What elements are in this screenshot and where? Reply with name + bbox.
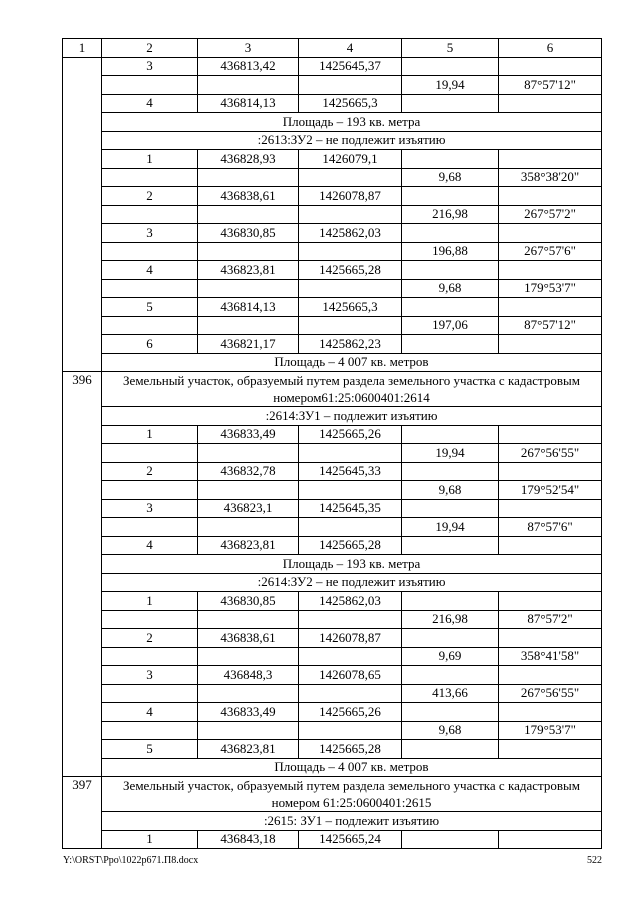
angle-cell: 267°56'55" bbox=[499, 684, 602, 703]
table-row bbox=[63, 481, 602, 500]
empty-cell bbox=[102, 168, 198, 187]
point-number-cell: 2 bbox=[102, 187, 198, 206]
empty-cell bbox=[499, 499, 602, 518]
empty-cell bbox=[402, 703, 499, 722]
coordinates-table bbox=[62, 38, 602, 849]
length-cell: 197,06 bbox=[402, 316, 499, 335]
coord-y-cell: 1425862,23 bbox=[299, 335, 402, 354]
table-row bbox=[63, 518, 602, 537]
coord-x-cell: 436828,93 bbox=[198, 150, 299, 169]
coord-y-cell: 1425645,37 bbox=[299, 57, 402, 76]
empty-cell bbox=[102, 721, 198, 740]
empty-cell bbox=[499, 703, 602, 722]
coord-x-cell: 436838,61 bbox=[198, 629, 299, 648]
length-cell: 19,94 bbox=[402, 444, 499, 463]
point-number-cell: 3 bbox=[102, 57, 198, 76]
merged-text-cell: :2615: ЗУ1 – подлежит изъятию bbox=[102, 812, 602, 831]
angle-cell: 179°53'7" bbox=[499, 721, 602, 740]
empty-cell bbox=[499, 629, 602, 648]
empty-cell bbox=[402, 224, 499, 243]
empty-cell bbox=[299, 684, 402, 703]
empty-cell bbox=[402, 94, 499, 113]
coord-x-cell: 436823,1 bbox=[198, 499, 299, 518]
empty-cell bbox=[299, 279, 402, 298]
empty-cell bbox=[198, 279, 299, 298]
coord-x-cell: 436814,13 bbox=[198, 94, 299, 113]
length-cell: 216,98 bbox=[402, 610, 499, 629]
table-row bbox=[63, 573, 602, 592]
coord-x-cell: 436848,3 bbox=[198, 666, 299, 685]
empty-cell bbox=[198, 205, 299, 224]
empty-cell bbox=[198, 242, 299, 261]
angle-cell: 267°57'6" bbox=[499, 242, 602, 261]
angle-cell: 87°57'2" bbox=[499, 610, 602, 629]
empty-cell bbox=[299, 168, 402, 187]
table-row bbox=[63, 94, 602, 113]
point-number-cell: 4 bbox=[102, 261, 198, 280]
object-description-cell: Земельный участок, образуемый путем раздела земельного участка с кадастровым номером 61:25:0600401:2615 bbox=[102, 777, 602, 812]
merged-text-cell: :2614:ЗУ2 – не подлежит изъятию bbox=[102, 573, 602, 592]
angle-cell: 267°57'2" bbox=[499, 205, 602, 224]
table-row bbox=[63, 758, 602, 777]
empty-cell bbox=[402, 298, 499, 317]
empty-cell bbox=[299, 76, 402, 95]
table-row bbox=[63, 830, 602, 849]
table-row bbox=[63, 407, 602, 426]
coord-x-cell: 436821,17 bbox=[198, 335, 299, 354]
point-number-cell: 3 bbox=[102, 499, 198, 518]
table-row bbox=[63, 279, 602, 298]
empty-cell bbox=[299, 205, 402, 224]
coord-x-cell: 436813,42 bbox=[198, 57, 299, 76]
angle-cell: 87°57'12" bbox=[499, 316, 602, 335]
length-cell: 9,68 bbox=[402, 279, 499, 298]
empty-cell bbox=[102, 242, 198, 261]
coord-y-cell: 1425665,28 bbox=[299, 740, 402, 759]
header-cell: 1 bbox=[63, 39, 102, 58]
angle-cell: 358°41'58" bbox=[499, 647, 602, 666]
empty-cell bbox=[499, 740, 602, 759]
point-number-cell: 4 bbox=[102, 536, 198, 555]
empty-cell bbox=[102, 610, 198, 629]
coord-x-cell: 436838,61 bbox=[198, 187, 299, 206]
table-row bbox=[63, 298, 602, 317]
footer-file-path: Y:\ORST\Ppo\1022p671.П8.docx bbox=[63, 855, 199, 866]
empty-cell bbox=[299, 518, 402, 537]
header-cell: 4 bbox=[299, 39, 402, 58]
empty-cell bbox=[198, 647, 299, 666]
empty-cell bbox=[499, 592, 602, 611]
angle-cell: 358°38'20" bbox=[499, 168, 602, 187]
table-row bbox=[63, 131, 602, 150]
point-number-cell: 4 bbox=[102, 94, 198, 113]
table-row bbox=[63, 666, 602, 685]
table-row bbox=[63, 444, 602, 463]
coord-x-cell: 436823,81 bbox=[198, 740, 299, 759]
coord-x-cell: 436833,49 bbox=[198, 703, 299, 722]
point-number-cell: 3 bbox=[102, 666, 198, 685]
empty-cell bbox=[102, 205, 198, 224]
empty-cell bbox=[299, 647, 402, 666]
empty-cell bbox=[198, 316, 299, 335]
empty-cell bbox=[402, 261, 499, 280]
empty-cell bbox=[499, 830, 602, 849]
empty-cell bbox=[499, 150, 602, 169]
point-number-cell: 5 bbox=[102, 298, 198, 317]
empty-cell bbox=[499, 335, 602, 354]
table-row bbox=[63, 555, 602, 574]
empty-cell bbox=[499, 187, 602, 206]
table-row bbox=[63, 740, 602, 759]
coord-y-cell: 1425645,35 bbox=[299, 499, 402, 518]
coord-x-cell: 436830,85 bbox=[198, 224, 299, 243]
empty-cell bbox=[102, 316, 198, 335]
point-number-cell: 1 bbox=[102, 150, 198, 169]
table-row bbox=[63, 57, 602, 76]
empty-cell bbox=[102, 76, 198, 95]
coord-y-cell: 1426078,65 bbox=[299, 666, 402, 685]
point-number-cell: 5 bbox=[102, 740, 198, 759]
coord-y-cell: 1425665,3 bbox=[299, 298, 402, 317]
table-row bbox=[63, 812, 602, 831]
coord-y-cell: 1425665,26 bbox=[299, 425, 402, 444]
angle-cell: 179°53'7" bbox=[499, 279, 602, 298]
empty-cell bbox=[402, 629, 499, 648]
empty-cell bbox=[198, 684, 299, 703]
table-row bbox=[63, 113, 602, 132]
point-number-cell: 1 bbox=[102, 830, 198, 849]
empty-cell bbox=[402, 150, 499, 169]
object-number-cell: 397 bbox=[63, 777, 102, 849]
length-cell: 413,66 bbox=[402, 684, 499, 703]
table-row bbox=[63, 205, 602, 224]
empty-cell bbox=[402, 425, 499, 444]
empty-cell bbox=[499, 224, 602, 243]
empty-cell bbox=[102, 481, 198, 500]
point-number-cell: 4 bbox=[102, 703, 198, 722]
coord-y-cell: 1426078,87 bbox=[299, 187, 402, 206]
angle-cell: 87°57'6" bbox=[499, 518, 602, 537]
table-row bbox=[63, 335, 602, 354]
table-row bbox=[63, 610, 602, 629]
empty-cell bbox=[499, 94, 602, 113]
length-cell: 196,88 bbox=[402, 242, 499, 261]
empty-cell bbox=[402, 830, 499, 849]
object-description-cell: Земельный участок, образуемый путем раздела земельного участка с кадастровым номером61:25:0600401:2614 bbox=[102, 372, 602, 407]
empty-cell bbox=[102, 684, 198, 703]
table-row bbox=[63, 703, 602, 722]
length-cell: 9,68 bbox=[402, 168, 499, 187]
coord-y-cell: 1425645,33 bbox=[299, 462, 402, 481]
empty-cell bbox=[499, 261, 602, 280]
table-row bbox=[63, 462, 602, 481]
empty-cell bbox=[102, 444, 198, 463]
table-row bbox=[63, 372, 602, 407]
object-number-cell bbox=[63, 57, 102, 372]
coord-y-cell: 1426078,87 bbox=[299, 629, 402, 648]
coord-x-cell: 436823,81 bbox=[198, 536, 299, 555]
table-row bbox=[63, 499, 602, 518]
point-number-cell: 6 bbox=[102, 335, 198, 354]
empty-cell bbox=[499, 57, 602, 76]
coord-x-cell: 436832,78 bbox=[198, 462, 299, 481]
table-row bbox=[63, 647, 602, 666]
footer-page-number: 522 bbox=[587, 855, 602, 866]
table-row bbox=[63, 168, 602, 187]
merged-text-cell: Площадь – 4 007 кв. метров bbox=[102, 353, 602, 372]
length-cell: 9,68 bbox=[402, 481, 499, 500]
length-cell: 9,69 bbox=[402, 647, 499, 666]
empty-cell bbox=[102, 647, 198, 666]
merged-text-cell: :2613:ЗУ2 – не подлежит изъятию bbox=[102, 131, 602, 150]
empty-cell bbox=[402, 499, 499, 518]
empty-cell bbox=[499, 666, 602, 685]
table-row bbox=[63, 425, 602, 444]
empty-cell bbox=[198, 444, 299, 463]
empty-cell bbox=[499, 536, 602, 555]
empty-cell bbox=[198, 76, 299, 95]
coord-y-cell: 1425665,28 bbox=[299, 261, 402, 280]
empty-cell bbox=[402, 740, 499, 759]
empty-cell bbox=[402, 462, 499, 481]
empty-cell bbox=[299, 481, 402, 500]
angle-cell: 267°56'55" bbox=[499, 444, 602, 463]
point-number-cell: 1 bbox=[102, 592, 198, 611]
coord-x-cell: 436814,13 bbox=[198, 298, 299, 317]
coord-y-cell: 1425665,24 bbox=[299, 830, 402, 849]
angle-cell: 87°57'12" bbox=[499, 76, 602, 95]
empty-cell bbox=[499, 425, 602, 444]
table-row bbox=[63, 261, 602, 280]
empty-cell bbox=[499, 462, 602, 481]
empty-cell bbox=[402, 187, 499, 206]
empty-cell bbox=[102, 279, 198, 298]
length-cell: 9,68 bbox=[402, 721, 499, 740]
empty-cell bbox=[102, 518, 198, 537]
table-row bbox=[63, 150, 602, 169]
point-number-cell: 2 bbox=[102, 462, 198, 481]
empty-cell bbox=[402, 536, 499, 555]
table-row bbox=[63, 592, 602, 611]
header-cell: 5 bbox=[402, 39, 499, 58]
coord-y-cell: 1425862,03 bbox=[299, 224, 402, 243]
merged-text-cell: :2614:ЗУ1 – подлежит изъятию bbox=[102, 407, 602, 426]
header-cell: 2 bbox=[102, 39, 198, 58]
table-row bbox=[63, 353, 602, 372]
point-number-cell: 2 bbox=[102, 629, 198, 648]
empty-cell bbox=[198, 721, 299, 740]
empty-cell bbox=[299, 721, 402, 740]
merged-text-cell: Площадь – 193 кв. метра bbox=[102, 555, 602, 574]
header-cell: 6 bbox=[499, 39, 602, 58]
empty-cell bbox=[402, 592, 499, 611]
coord-x-cell: 436830,85 bbox=[198, 592, 299, 611]
empty-cell bbox=[299, 444, 402, 463]
length-cell: 19,94 bbox=[402, 76, 499, 95]
empty-cell bbox=[198, 481, 299, 500]
coord-x-cell: 436833,49 bbox=[198, 425, 299, 444]
coord-y-cell: 1425665,28 bbox=[299, 536, 402, 555]
angle-cell: 179°52'54" bbox=[499, 481, 602, 500]
table-row bbox=[63, 76, 602, 95]
length-cell: 19,94 bbox=[402, 518, 499, 537]
point-number-cell: 3 bbox=[102, 224, 198, 243]
header-row bbox=[63, 39, 602, 58]
empty-cell bbox=[299, 610, 402, 629]
coord-y-cell: 1425665,3 bbox=[299, 94, 402, 113]
table-row bbox=[63, 187, 602, 206]
table-row bbox=[63, 629, 602, 648]
empty-cell bbox=[402, 666, 499, 685]
empty-cell bbox=[299, 242, 402, 261]
coord-y-cell: 1425665,26 bbox=[299, 703, 402, 722]
coord-x-cell: 436843,18 bbox=[198, 830, 299, 849]
merged-text-cell: Площадь – 4 007 кв. метров bbox=[102, 758, 602, 777]
empty-cell bbox=[299, 316, 402, 335]
table-row bbox=[63, 224, 602, 243]
empty-cell bbox=[198, 610, 299, 629]
coord-y-cell: 1425862,03 bbox=[299, 592, 402, 611]
table-row bbox=[63, 721, 602, 740]
merged-text-cell: Площадь – 193 кв. метра bbox=[102, 113, 602, 132]
object-number-cell: 396 bbox=[63, 372, 102, 777]
empty-cell bbox=[402, 57, 499, 76]
coord-y-cell: 1426079,1 bbox=[299, 150, 402, 169]
table-row bbox=[63, 242, 602, 261]
length-cell: 216,98 bbox=[402, 205, 499, 224]
table-row bbox=[63, 536, 602, 555]
table-row bbox=[63, 777, 602, 812]
header-cell: 3 bbox=[198, 39, 299, 58]
empty-cell bbox=[198, 168, 299, 187]
empty-cell bbox=[198, 518, 299, 537]
point-number-cell: 1 bbox=[102, 425, 198, 444]
empty-cell bbox=[402, 335, 499, 354]
coord-x-cell: 436823,81 bbox=[198, 261, 299, 280]
table-row bbox=[63, 684, 602, 703]
empty-cell bbox=[499, 298, 602, 317]
table-row bbox=[63, 316, 602, 335]
